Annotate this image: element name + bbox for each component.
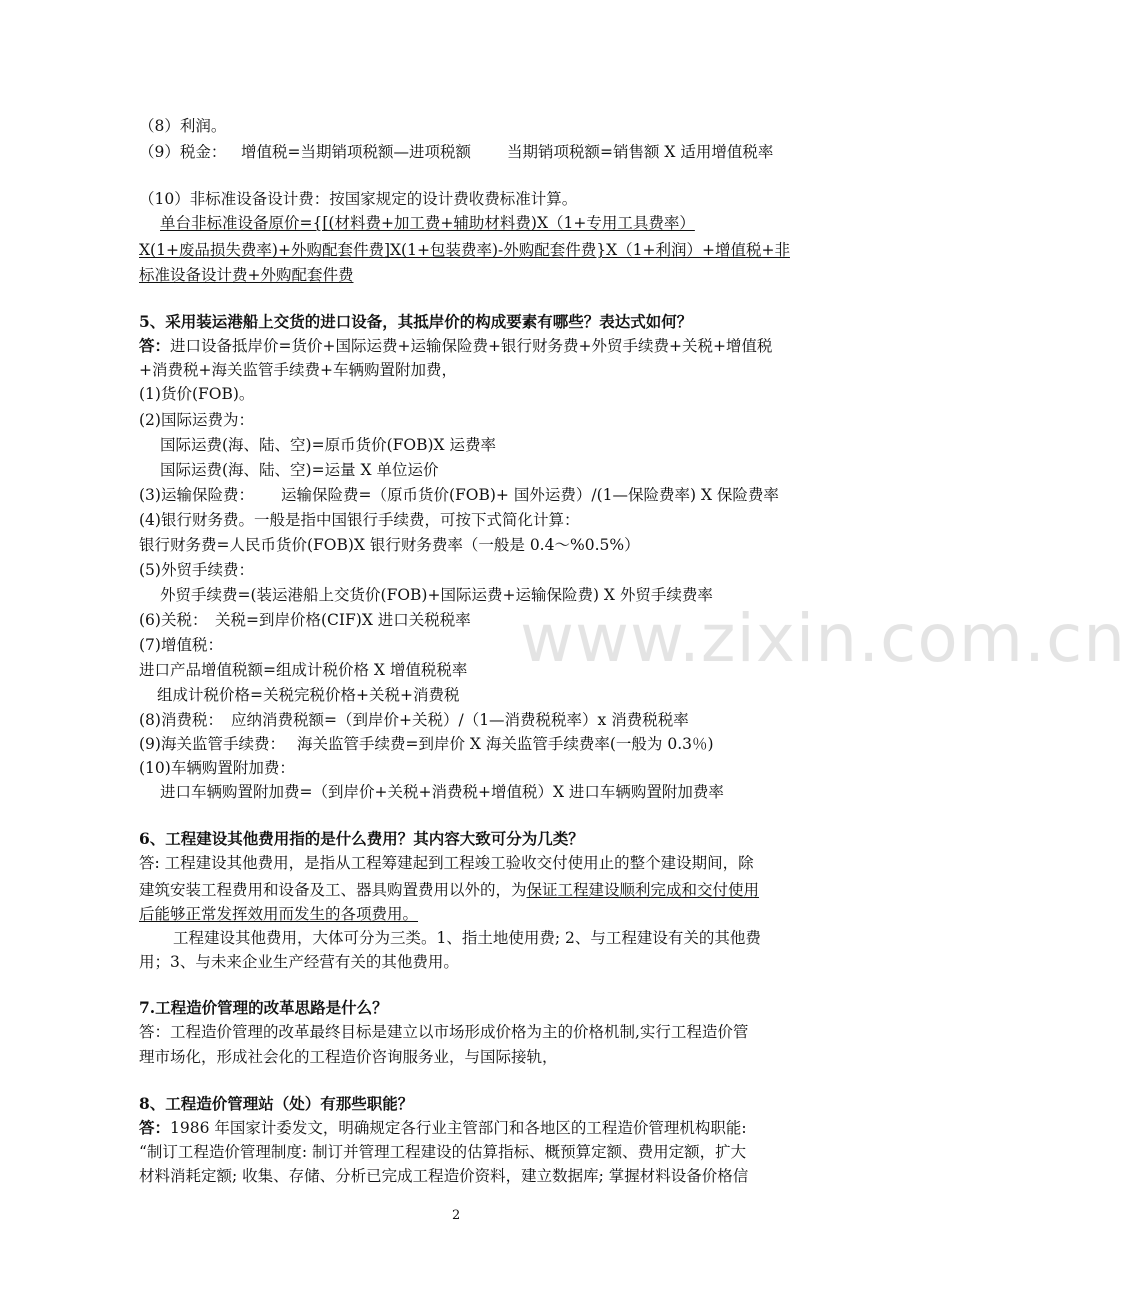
page-number: 2: [452, 1208, 461, 1223]
item-2-freight: (2)国际运费为：: [139, 411, 254, 429]
question-5-heading: 5、采用装运港船上交货的进口设备，其抵岸价的构成要素有哪些？表达式如何？: [139, 312, 693, 331]
question-8-line-3: 材料消耗定额; 收集、存储、分析已完成工程造价资料，建立数据库; 掌握材料设备价格信: [139, 1167, 749, 1185]
question-8-line-2: “制订工程造价管理制度: 制订并管理工程建设的估算指标、概预算定额、费用定额，扩大: [139, 1143, 747, 1161]
item-9-customs-formula: 海关监管手续费=到岸价 X 海关监管手续费率(一般为 0.3％): [297, 735, 714, 753]
formula-line-1: 单台非标准设备原价={[(材料费+加工费+辅助材料费)X（1+专用工具费率）: [160, 214, 695, 232]
item-5-trade-fee: (5)外贸手续费：: [139, 561, 254, 579]
item-9-formula-output-tax: 当期销项税额=销售额 X 适用增值税率: [507, 143, 774, 161]
item-7-vat: (7)增值税：: [139, 636, 223, 654]
item-2-formula-b: 国际运费(海、陆、空)=运量 X 单位运价: [160, 461, 439, 479]
item-8-consumption-formula: 应纳消费税额=（到岸价+关税）/（1—消费税税率）x 消费税税率: [231, 711, 689, 729]
item-8-consumption-label: (8)消费税：: [139, 711, 223, 729]
question-6-line-3: 后能够正常发挥效用而发生的各项费用。: [139, 905, 419, 923]
watermark: www.zixin.com.cn: [520, 600, 1126, 677]
formula-line-3: 标准设备设计费+外购配套件费: [139, 266, 354, 284]
question-8-line-1: [139, 1118, 747, 1138]
item-9-formula-vat: 增值税=当期销项税额—进项税额: [241, 143, 471, 161]
question-7-heading: 7.工程造价管理的改革思路是什么？: [139, 998, 388, 1017]
item-4-formula: 银行财务费=人民币货价(FOB)X 银行财务费率（一般是 0.4～%0.5%）: [139, 536, 640, 554]
item-7-formula-b: 组成计税价格=关税完税价格+关税+消费税: [157, 686, 460, 704]
item-4-bank-fee: (4)银行财务费。一般是指中国银行手续费，可按下式简化计算：: [139, 511, 580, 529]
item-3-insurance-label: (3)运输保险费：: [139, 486, 254, 504]
item-6-tariff-label: (6)关税：: [139, 611, 208, 629]
question-6-line-2-text: 建筑安装工程费用和设备及工、器具购置费用以外的，为: [139, 881, 527, 899]
item-10-formula: 进口车辆购置附加费=（到岸价+关税+消费税+增值税）X 进口车辆购置附加费率: [160, 783, 724, 801]
answer-text: 1986 年国家计委发文，明确规定各行业主管部门和各地区的工程造价管理机构职能:: [170, 1119, 747, 1137]
item-9-customs-label: (9)海关监管手续费：: [139, 735, 285, 753]
item-7-formula-a: 进口产品增值税额=组成计税价格 X 增值税税率: [139, 661, 468, 679]
item-1-goods-price: (1)货价(FOB)。: [139, 385, 255, 403]
item-2-formula-a: 国际运费(海、陆、空)=原币货价(FOB)X 运费率: [160, 436, 496, 454]
item-10-vehicle-fee: (10)车辆购置附加费：: [139, 759, 295, 777]
question-6-underlined-text: 保证工程建设顺利完成和交付使用: [526, 881, 760, 899]
question-6-line-2: [139, 880, 759, 900]
item-9-label: （9）税金：: [139, 143, 227, 161]
question-7-line-1: 答：工程造价管理的改革最终目标是建立以市场形成价格为主的价格机制,实行工程造价管: [139, 1023, 749, 1041]
question-6-line-5: 用；3、与未来企业生产经营有关的其他费用。: [139, 953, 459, 971]
item-3-insurance-formula: 运输保险费=（原币货价(FOB)+ 国外运费）/(1—保险费率) X 保险费率: [281, 486, 779, 504]
question-8-heading: 8、工程造价管理站（处）有那些职能？: [139, 1094, 414, 1113]
item-6-tariff-formula: 关税=到岸价格(CIF)X 进口关税税率: [215, 611, 471, 629]
formula-line-2: X(1+废品损失费率)+外购配套件费]X(1+包装费率)-外购配套件费}X（1+利润）+增值税+非: [139, 241, 790, 259]
question-7-line-2: 理市场化，形成社会化的工程造价咨询服务业，与国际接轨，: [139, 1048, 558, 1066]
question-5-answer-line-2: +消费税+海关监管手续费+车辆购置附加费，: [139, 361, 457, 379]
answer-text: 进口设备抵岸价=货价+国际运费+运输保险费+银行财务费+外贸手续费+关税+增值税: [170, 337, 773, 355]
question-6-line-1: 答: 工程建设其他费用，是指从工程筹建起到工程竣工验收交付使用止的整个建设期间，除: [139, 854, 754, 872]
answer-label: 答：: [139, 336, 171, 355]
question-6-line-4: 工程建设其他费用，大体可分为三类。1、指土地使用费; 2、与工程建设有关的其他费: [173, 929, 761, 947]
question-5-answer-line-1: [139, 336, 772, 356]
item-8: （8）利润。: [139, 117, 227, 135]
item-5-formula: 外贸手续费=(装运港船上交货价(FOB)+国际运费+运输保险费) X 外贸手续费率: [160, 586, 713, 604]
answer-label: 答：: [139, 1118, 171, 1137]
item-10: （10）非标准设备设计费：按国家规定的设计费收费标准计算。: [139, 190, 578, 208]
question-6-heading: 6、工程建设其他费用指的是什么费用？其内容大致可分为几类？: [139, 829, 584, 848]
